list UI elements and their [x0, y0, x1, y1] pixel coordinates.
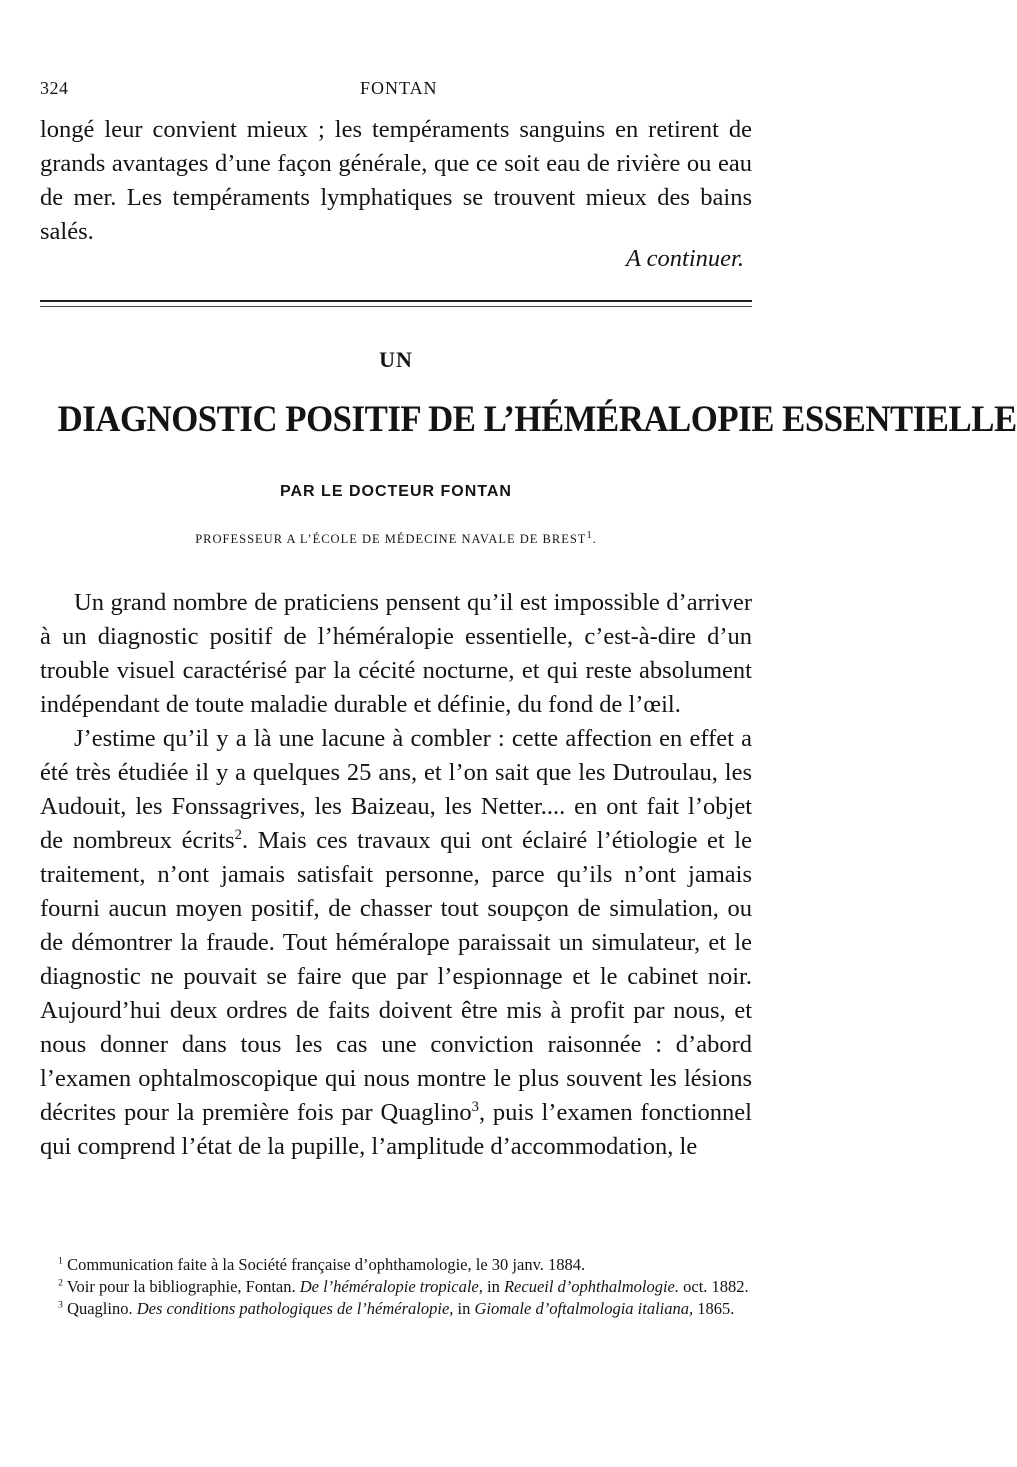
body-paragraph-2-part-c: , puis l’examen fonctionnel qui comprend l’état de la pupille, l’amplitude d’accommodation, le: [40, 1099, 752, 1160]
footnote-title: De l’héméralopie tropicale,: [299, 1277, 483, 1296]
running-head: [40, 78, 752, 102]
continuation-paragraph: longé leur convient mieux ; les tempéraments sanguins en retirent de grands avantages d’une façon générale, que ce soit eau de rivière ou eau de mer. Les tempéraments lymphatiques se trouvent mieux des bains salés.: [40, 116, 752, 245]
footnote-journal: Recueil d’ophthalmologie.: [503, 1277, 680, 1296]
section-divider-thin: [40, 306, 752, 307]
article-affiliation: PROFESSEUR A L’ÉCOLE DE MÉDECINE NAVALE DE BREST$^1$.: [195, 530, 597, 547]
article-title: DIAGNOSTIC POSITIF DE L’HÉMÉRALOPIE ESSENTIELLE: [57, 399, 1017, 440]
footnote-text: Voir pour la bibliographie, Fontan.: [66, 1277, 300, 1296]
footnote-number: 1: [58, 1255, 63, 1267]
footnote-text: oct. 1882.: [679, 1277, 749, 1296]
article-body: [40, 586, 752, 1164]
footnotes: [40, 1254, 752, 1320]
footnote-text: in: [482, 1277, 504, 1296]
body-paragraph-1: Un grand nombre de praticiens pensent qu’il est impossible d’arriver à un diagnostic positif de l’héméralopie essentielle, c’est-à-dire d’un trouble visuel caractérisé par la cécité nocturne, et qui reste absolument indépendant de toute maladie durable et définie, du fond de l’œil.: [40, 589, 752, 718]
page-number: 324: [40, 78, 69, 98]
footnote-2: [40, 1276, 752, 1298]
body-paragraph-2-part-a: J’estime qu’il y a là une lacune à combler : cette affection en effet a été très étudiée il y a quelques 25 ans, et l’on sait que les Dutroulau, les Audouit, les Fonssagrives, les Baizeau, les Netter.... en ont fait l’objet de nombreux écrits: [40, 725, 752, 854]
footnote-number: 2: [58, 1277, 63, 1289]
section-divider: [40, 300, 752, 302]
footnote-ref-2: 2: [234, 826, 243, 843]
affiliation-text: PROFESSEUR A L’ÉCOLE DE MÉDECINE NAVALE DE BREST: [195, 532, 587, 547]
footnote-text: Quaglino.: [67, 1299, 137, 1318]
footnote-title: Des conditions pathologiques de l’héméralopie,: [136, 1299, 454, 1318]
footnote-text: Communication faite à la Société française d’ophthamologie, le 30 janv. 1884.: [67, 1255, 586, 1274]
article-byline: PAR LE DOCTEUR FONTAN: [280, 483, 512, 500]
footnote-text: in: [453, 1299, 475, 1318]
footnote-3: [40, 1298, 752, 1320]
body-paragraph-2: [40, 722, 752, 1164]
to-be-continued: A continuer.: [626, 245, 744, 272]
article-pretitle: UN: [379, 347, 413, 372]
footnote-text: 1865.: [693, 1299, 735, 1318]
running-head-author: FONTAN: [360, 78, 438, 98]
footnote-number: 3: [58, 1299, 63, 1311]
footnote-1: [40, 1254, 752, 1276]
footnote-ref-1: 1: [586, 530, 593, 541]
body-paragraph-2-part-b: . Mais ces travaux qui ont éclairé l’étiologie et le traitement, n’ont jamais satisfait personne, parce qu’ils n’ont jamais fourni aucun moyen positif, de chasser tout soupçon de simulation, ou de démontrer la fraude. Tout héméralope paraissait un simulateur, et le diagnostic ne pouvait se faire que par l’espionnage et le cabinet noir. Aujourd’hui deux ordres de faits doivent être mis à profit par nous, et nous donner dans tous les cas une conviction raisonnée : d’abord l’examen ophtalmoscopique qui nous montre le plus souvent les lésions décrites pour la première fois par Quaglino: [40, 827, 752, 1126]
footnote-ref-3: 3: [471, 1098, 479, 1115]
footnote-journal: Giomale d’oftalmologia italiana,: [474, 1299, 694, 1318]
